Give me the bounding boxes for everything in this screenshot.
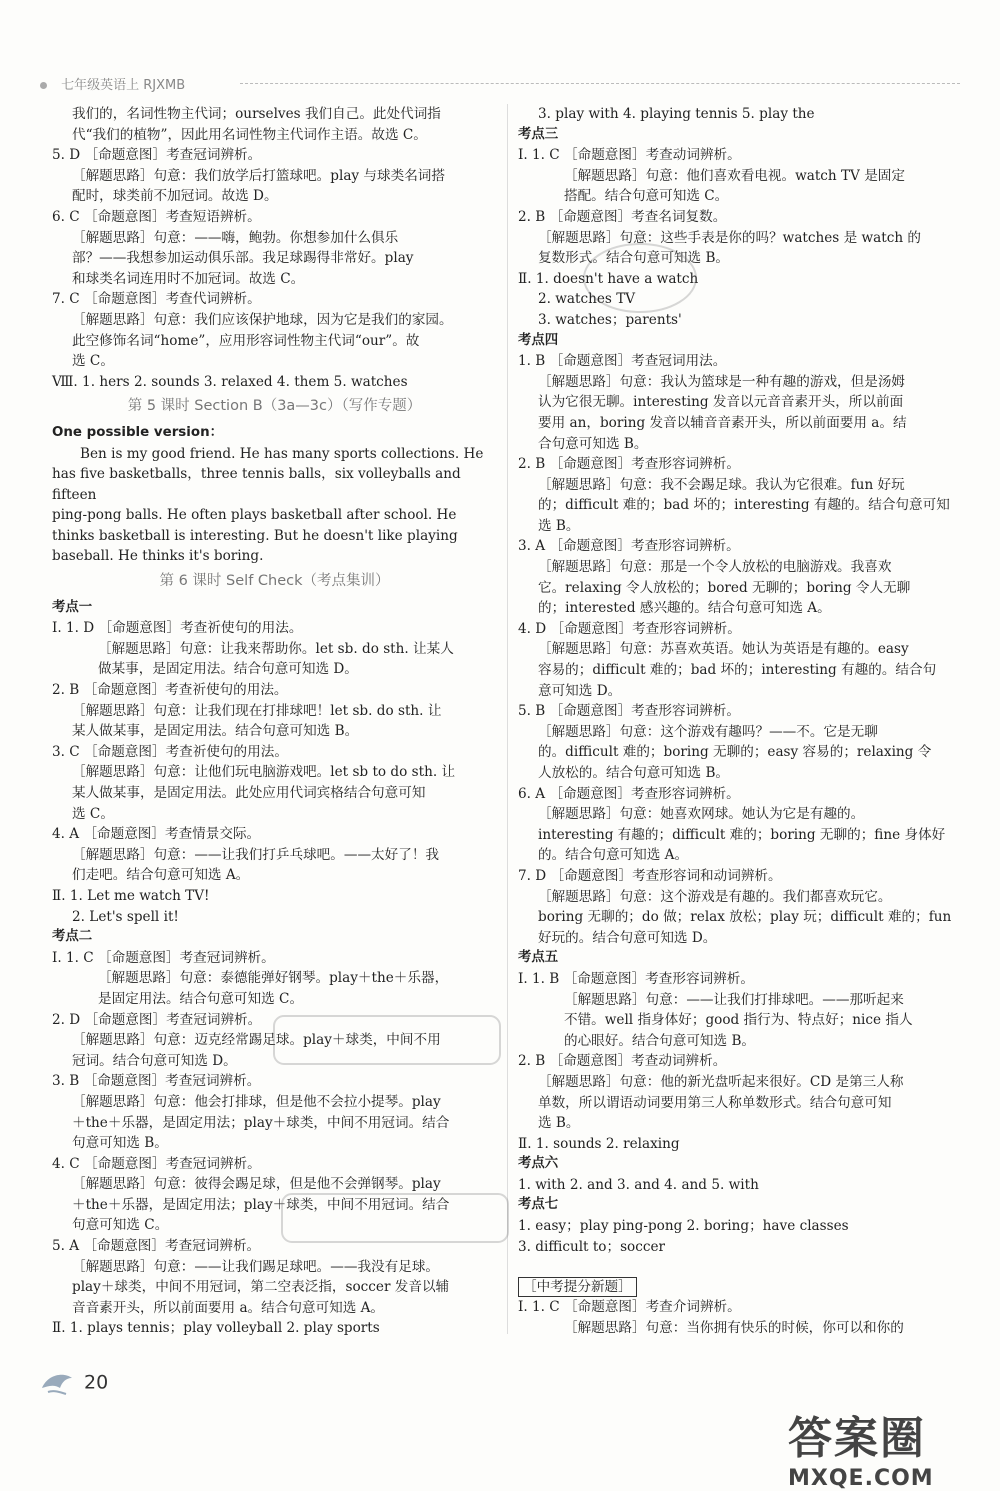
text-line: 做某事，是固定用法。结合句意可知选 D。 — [98, 661, 358, 678]
text-line: 2. B ［命题意图］考查动词辨析。 — [518, 1053, 727, 1070]
section-heading: 考点四 — [518, 332, 559, 348]
text-line: ping-pong balls. He often plays basketball after school. He — [52, 507, 457, 524]
text-line: 3. difficult to；soccer — [518, 1238, 666, 1255]
text-line: 1. with 2. and 3. and 4. and 5. with — [518, 1176, 759, 1193]
text-line: 2. B ［命题意图］考查祈使句的用法。 — [52, 682, 288, 699]
text-line: ［解题思路］句意：彼得会踢足球，但是他不会弹钢琴。play — [72, 1176, 441, 1193]
text-line: 5. A ［命题意图］考查冠词辨析。 — [52, 1238, 261, 1255]
text-line: 人放松的。结合句意可知选 B。 — [538, 765, 730, 781]
text-line: 2. B ［命题意图］考查形容词辨析。 — [518, 456, 740, 473]
text-line: 搭配。结合句意可知选 C。 — [564, 188, 729, 205]
watermark-line1: 答案圈 — [788, 1413, 926, 1464]
text-line: 3. watches；parents' — [538, 311, 682, 328]
text-line: play＋球类，中间不用冠词，第二空表泛指，soccer 发音以辅 — [72, 1279, 450, 1296]
text-line: 3. A ［命题意图］考查形容词辨析。 — [518, 538, 740, 555]
text-line: 2. Let's spell it! — [72, 908, 179, 925]
text-line: 某人做某事，是固定用法。此处应用代词宾格结合句意可知 — [72, 785, 426, 801]
text-line: ［解题思路］句意：——嗨，鲍勃。你想参加什么俱乐 — [72, 229, 399, 246]
section-heading: 考点一 — [52, 599, 93, 615]
text-line: 4. D ［命题意图］考查形容词辨析。 — [518, 620, 741, 637]
header-rule — [240, 83, 960, 84]
text-line: 2. D ［命题意图］考查冠词辨析。 — [52, 1011, 262, 1028]
text-line: 4. A ［命题意图］考查情景交际。 — [52, 826, 261, 843]
text-line: 6. A ［命题意图］考查形容词辨析。 — [518, 785, 740, 802]
text-line: 3. C ［命题意图］考查祈使句的用法。 — [52, 743, 288, 760]
text-line: 2. watches TV — [538, 291, 636, 308]
text-line: 的；difficult 难的；bad 坏的；interesting 有趣的。结合句意可知 — [538, 497, 950, 514]
text-line: 2. B ［命题意图］考查名词复数。 — [518, 208, 727, 225]
text-line: ［解题思路］句意：迈克经常踢足球。play＋球类，中间不用 — [72, 1032, 441, 1049]
text-line: Ⅱ. 1. plays tennis；play volleyball 2. play sports — [52, 1320, 380, 1337]
text-line: 1. B ［命题意图］考查冠词用法。 — [518, 353, 727, 370]
text-line: ［解题思路］句意：我不会踢足球。我认为它很难。fun 好玩 — [538, 476, 905, 493]
column-divider — [507, 104, 508, 1334]
text-line: ［解题思路］句意：我们放学后打篮球吧。play 与球类名词搭 — [72, 167, 445, 184]
text-line: ［解题思路］句意：他们喜欢看电视。watch TV 是固定 — [564, 167, 905, 184]
text-line — [518, 1267, 960, 1297]
text-line: 选 C。 — [72, 353, 114, 370]
faded-stamp-mark — [280, 1188, 510, 1248]
text-line: has five basketballs，three tennis balls，six volleyballs and fifteen — [52, 466, 461, 503]
text-line: 是固定用法。结合句意可知选 C。 — [98, 990, 304, 1007]
text-line: ［解题思路］句意：那是一个令人放松的电脑游戏。我喜欢 — [538, 559, 892, 576]
text-line: 3. B ［命题意图］考查冠词辨析。 — [52, 1073, 261, 1090]
text-line: boring 无聊的；do 做；relax 放松；play 玩；difficult 难的；fun — [538, 909, 952, 926]
text-line: ［解题思路］句意：让我来帮助你。let sb. do sth. 让某人 — [98, 640, 454, 657]
text-line: Ⅰ. 1. C ［命题意图］考查冠词辨析。 — [52, 949, 275, 966]
watermark-logo — [788, 1402, 978, 1491]
faded-stamp-mark — [580, 238, 700, 318]
text-line: 的心眼好。结合句意可知选 B。 — [564, 1032, 756, 1049]
text-line: ＋the＋乐器，是固定用法；play＋球类，中间不用冠词。结合 — [72, 1196, 450, 1213]
text-line: interesting 有趣的；difficult 难的；boring 无聊的；fine 身体好 — [538, 826, 946, 843]
text-line: 意可知选 D。 — [538, 682, 622, 699]
text-line: ［解题思路］句意：让我们现在打排球吧！let sb. do sth. 让 — [72, 702, 442, 719]
text-line: ［解题思路］句意：这个游戏有趣吗？——不。它是无聊 — [538, 723, 878, 740]
text-line: 4. C ［命题意图］考查冠词辨析。 — [52, 1155, 261, 1172]
text-line: 选 C。 — [72, 805, 114, 822]
text-line: 复数形式。结合句意可知选 B。 — [538, 250, 730, 267]
page-number — [40, 1370, 108, 1396]
text-line: Ⅱ. 1. Let me watch TV! — [52, 887, 210, 904]
text-line: Ⅰ. 1. C ［命题意图］考查介词辨析。 — [518, 1299, 741, 1316]
text-line: thinks basketball is interesting. But he doesn't like playing — [52, 527, 458, 544]
text-line: Ⅰ. 1. C ［命题意图］考查动词辨析。 — [518, 147, 741, 164]
text-line: Ⅷ. 1. hers 2. sounds 3. relaxed 4. them 5. watches — [52, 373, 408, 390]
text-line: ＋the＋乐器，是固定用法；play＋球类，中间不用冠词。结合 — [72, 1114, 450, 1131]
text-line: 冠词。结合句意可知选 D。 — [72, 1052, 237, 1069]
page-number-text: 20 — [84, 1371, 109, 1394]
text-line: ［解题思路］句意：他的新光盘听起来很好。CD 是第三人称 — [538, 1073, 904, 1090]
text-line: Ⅰ. 1. B ［命题意图］考查形容词辨析。 — [518, 970, 754, 987]
text-line: 要用 an，boring 发音以辅音音素开头，所以前面要用 a。结 — [538, 414, 907, 431]
text-line: 句意可知选 B。 — [72, 1135, 168, 1152]
section-heading: 考点二 — [52, 929, 93, 945]
text-line: Ⅱ. 1. sounds 2. relaxing — [518, 1135, 680, 1152]
section-heading: 考点五 — [518, 950, 559, 966]
text-line: ［解题思路］句意：泰德能弹好钢琴。play＋the＋乐器， — [98, 970, 449, 987]
page-header — [40, 74, 960, 96]
text-line: ［解题思路］句意：这些手表是你的吗？watches 是 watch 的 — [538, 229, 921, 246]
text-line: 句意可知选 C。 — [72, 1217, 169, 1234]
text-line: Ⅱ. 1. doesn't have a watch — [518, 270, 699, 287]
text-line: 合句意可知选 B。 — [538, 435, 648, 452]
text-line: Ⅰ. 1. D ［命题意图］考查祈使句的用法。 — [52, 620, 303, 637]
lesson-heading: 第 5 课时 Section B（3a—3c）（写作专题） — [127, 398, 422, 415]
text-line: 代“我们的植物”，因此用名词性物主代词作主语。故选 C。 — [72, 126, 427, 143]
watermark-line2: MXQE.COM — [788, 1466, 934, 1491]
left-column — [52, 104, 497, 1339]
section-heading: One possible version： — [52, 424, 223, 440]
section-heading: 考点六 — [518, 1156, 559, 1172]
text-line: 认为它很无聊。interesting 发音以元音音素开头，所以前面 — [538, 394, 904, 411]
text-line: 7. D ［命题意图］考查形容词和动词辨析。 — [518, 867, 782, 884]
text-line: 7. C ［命题意图］考查代词辨析。 — [52, 291, 261, 308]
text-line: Ben is my good friend. He has many sports collections. He — [80, 445, 484, 462]
text-line: 我们的，名词性物主代词；ourselves 我们自己。此处代词指 — [72, 106, 441, 122]
text-line: 的。结合句意可知选 A。 — [538, 847, 689, 864]
section-label: ［中考提分新题］ — [518, 1277, 637, 1297]
text-line: ［解题思路］句意：苏喜欢英语。她认为英语是有趣的。easy — [538, 641, 909, 658]
text-line: 容易的；difficult 难的；bad 坏的；interesting 有趣的。结合句 — [538, 662, 937, 679]
text-line: ［解题思路］句意：让他们玩电脑游戏吧。let sb to do sth. 让 — [72, 764, 456, 781]
text-line: 们走吧。结合句意可知选 A。 — [72, 867, 250, 884]
text-line: 不错。well 指身体好；good 指行为、特点好；nice 指人 — [564, 1012, 913, 1029]
text-line: 音音素开头，所以前面要用 a。结合句意可知选 A。 — [72, 1299, 385, 1316]
text-line: ［解题思路］句意：我们应该保护地球，因为它是我们的家园。 — [72, 311, 453, 328]
text-line: 部？——我想参加运动俱乐部。我足球踢得非常好。play — [72, 250, 414, 267]
text-line: 5. D ［命题意图］考查冠词辨析。 — [52, 147, 262, 164]
text-line: 某人做某事，是固定用法。结合句意可知选 B。 — [72, 723, 359, 740]
text-line: ［解题思路］句意：我认为篮球是一种有趣的游戏，但是汤姆 — [538, 373, 906, 390]
text-line: ［解题思路］句意：——让我们踢足球吧。——我没有足球。 — [72, 1258, 440, 1275]
text-line: 的；interested 感兴趣的。结合句意可知选 A。 — [538, 600, 831, 617]
section-heading: 考点三 — [518, 126, 559, 142]
text-line: 单数，所以谓语动词要用第三人称单数形式。结合句意可知 — [538, 1094, 892, 1111]
text-line: 3. play with 4. playing tennis 5. play the — [538, 106, 815, 122]
text-line: 选 B。 — [538, 517, 580, 534]
text-line: 配时，球类前不加冠词。故选 D。 — [72, 188, 278, 205]
text-line: 选 B。 — [538, 1115, 580, 1132]
text-line: 好玩的。结合句意可知选 D。 — [538, 929, 717, 946]
text-line: ［解题思路］句意：——让我们打乒乓球吧。——太好了！我 — [72, 846, 440, 863]
text-line: 6. C ［命题意图］考查短语辨析。 — [52, 208, 261, 225]
text-line: ［解题思路］句意：当你拥有快乐的时候，你可以和你的 — [564, 1319, 904, 1336]
section-heading: 考点七 — [518, 1197, 559, 1213]
text-line: 它。relaxing 令人放松的；bored 无聊的；boring 令人无聊 — [538, 579, 911, 596]
text-line: ［解题思路］句意：他会打排球，但是他不会拉小提琴。play — [72, 1093, 441, 1110]
text-line: baseball. He thinks it's boring. — [52, 548, 264, 565]
lesson-heading: 第 6 课时 Self Check（考点集训） — [159, 573, 390, 590]
book-title: 七年级英语上 RJXMB — [61, 78, 186, 93]
text-line: 此空修饰名词“home”，应用形容词性物主代词“our”。故 — [72, 332, 420, 349]
text-line: ［解题思路］句意：——让我们打排球吧。——那听起来 — [564, 991, 904, 1008]
text-line: ［解题思路］句意：这个游戏是有趣的。我们都喜欢玩它。 — [538, 888, 892, 905]
faded-stamp-mark — [272, 1010, 502, 1070]
text-line: 5. B ［命题意图］考查形容词辨析。 — [518, 703, 740, 720]
text-line: ［解题思路］句意：她喜欢网球。她认为它是有趣的。 — [538, 806, 865, 823]
bullet-icon — [40, 82, 47, 89]
text-line: 1. easy；play ping-pong 2. boring；have classes — [518, 1218, 849, 1235]
dolphin-logo-icon — [40, 1370, 74, 1396]
text-line: 的。difficult 难的；boring 无聊的；easy 容易的；relaxing 令 — [538, 744, 932, 761]
text-line: 和球类名词连用时不加冠词。故选 C。 — [72, 270, 305, 287]
